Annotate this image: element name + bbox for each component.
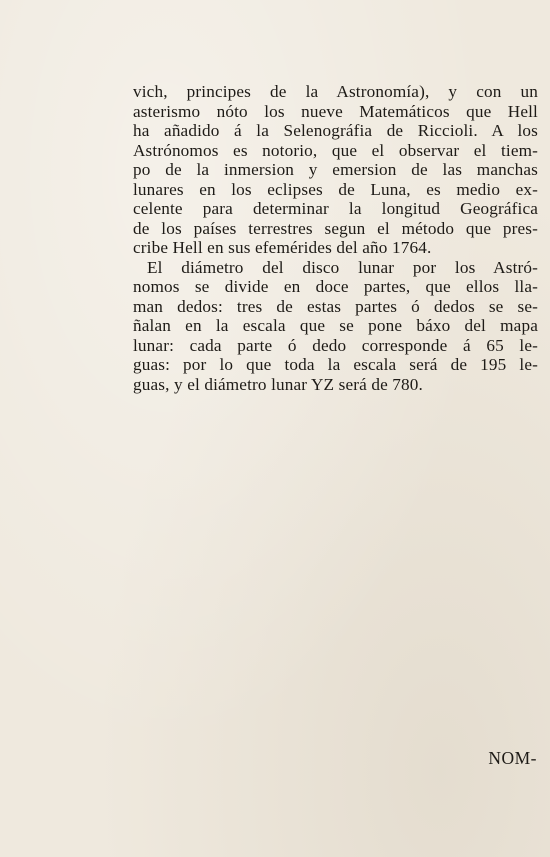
text-line: po de la inmersion y emersion de las manchas bbox=[133, 160, 538, 179]
text-line-paragraph-start: El diámetro del disco lunar por los Astró- bbox=[147, 257, 538, 277]
text-line: guas, y el diámetro lunar YZ será de 780. bbox=[133, 374, 423, 394]
catchword: NOM- bbox=[488, 748, 537, 768]
text-line: asterismo nóto los nueve Matemáticos que Hell bbox=[133, 101, 538, 121]
body-text bbox=[133, 82, 538, 394]
text-line: cribe Hell en sus efemérides del año 1764. bbox=[133, 238, 432, 257]
text-line: guas: por lo que toda la escala será de 195 le- bbox=[133, 355, 538, 374]
text-line: lunares en los eclipses de Luna, es medio ex- bbox=[133, 179, 538, 199]
text-line: Astrónomos es notorio, que el observar el tiem- bbox=[133, 140, 538, 160]
text-line: man dedos: tres de estas partes ó dedos se se- bbox=[133, 296, 538, 316]
text-line: celente para determinar la longitud Geográfica bbox=[133, 199, 538, 218]
text-line: ha añadido á la Selenográfia de Riccioli. A los bbox=[133, 121, 538, 140]
text-line: lunar: cada parte ó dedo corresponde á 65 le- bbox=[133, 335, 538, 355]
text-line: nomos se divide en doce partes, que ellos lla- bbox=[133, 277, 538, 296]
text-line: ñalan en la escala que se pone báxo del mapa bbox=[133, 316, 538, 335]
text-line: vich, principes de la Astronomía), y con un bbox=[133, 82, 538, 101]
text-line: de los países terrestres segun el método que pres- bbox=[133, 218, 538, 238]
